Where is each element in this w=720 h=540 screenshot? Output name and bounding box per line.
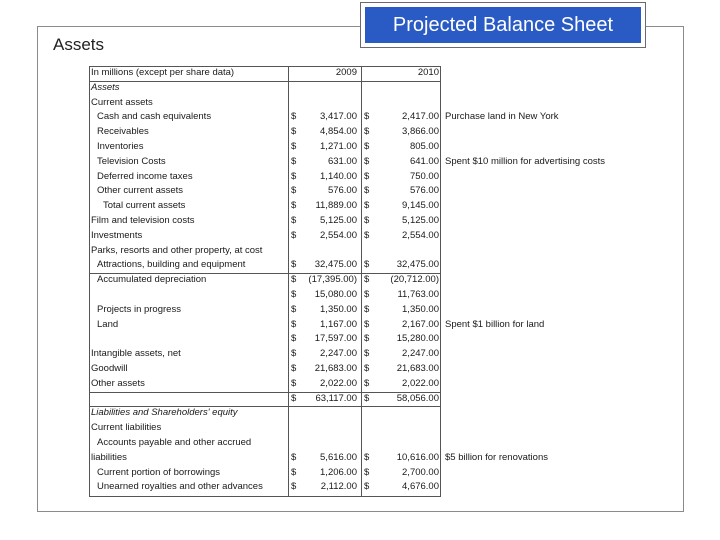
currency-2009: $ <box>291 126 297 138</box>
value-2010: 576.00 <box>409 185 439 197</box>
row-label: Receivables <box>97 126 149 138</box>
header-year-2009: 2009 <box>335 67 357 78</box>
value-2009 <box>299 406 357 421</box>
row-label: Television Costs <box>97 155 166 167</box>
value-2010 <box>372 81 439 96</box>
currency-2009: $ <box>291 185 297 197</box>
value-2009: 32,475.00 <box>314 259 357 271</box>
value-2009: 3,417.00 <box>320 111 357 123</box>
value-2009: 2,554.00 <box>320 229 357 241</box>
currency-2009: $ <box>291 451 297 463</box>
row-label: Assets <box>91 81 120 93</box>
value-2009 <box>299 81 357 96</box>
currency-2009: $ <box>291 481 297 493</box>
row-label: Current portion of borrowings <box>97 466 221 478</box>
currency-2009: $ <box>291 333 297 345</box>
currency-2010: $ <box>364 348 370 360</box>
row-label: Attractions, building and equipment <box>97 259 246 271</box>
value-2009: 2,112.00 <box>320 481 357 493</box>
value-2010: 15,280.00 <box>396 333 439 345</box>
currency-2009: $ <box>291 111 297 123</box>
currency-2009: $ <box>291 348 297 360</box>
row-label: Film and television costs <box>91 215 195 226</box>
row-label: Accumulated depreciation <box>97 274 207 286</box>
currency-2009: $ <box>291 289 297 300</box>
value-2010: 750.00 <box>409 170 439 182</box>
value-2010: 32,475.00 <box>396 259 439 271</box>
currency-2010: $ <box>364 363 370 374</box>
value-2010 <box>372 406 439 421</box>
currency-2010: $ <box>364 200 370 212</box>
currency-2010: $ <box>364 392 370 404</box>
value-2010: 2,247.00 <box>402 348 439 360</box>
currency-2010: $ <box>364 111 370 123</box>
currency-2009: $ <box>291 377 297 389</box>
value-2010: 10,616.00 <box>396 451 439 463</box>
value-2009: (17,395.00) <box>308 274 357 286</box>
value-2010: 5,125.00 <box>402 215 439 226</box>
row-label: Projects in progress <box>97 303 181 315</box>
currency-2009: $ <box>291 141 297 152</box>
currency-2010: $ <box>364 451 370 463</box>
value-2010: 58,056.00 <box>396 392 439 404</box>
value-2010: 4,676.00 <box>402 481 439 493</box>
value-2009: 15,080.00 <box>314 289 357 300</box>
currency-2009: $ <box>291 200 297 212</box>
value-2010: 1,350.00 <box>402 303 439 315</box>
row-note: $5 billion for renovations <box>445 451 548 463</box>
row-label: Current liabilities <box>91 422 162 434</box>
currency-2010: $ <box>364 481 370 493</box>
currency-2010: $ <box>364 155 370 167</box>
value-2010: 11,763.00 <box>397 289 439 300</box>
slide-title: Projected Balance Sheet <box>365 7 641 43</box>
currency-2010: $ <box>364 466 370 478</box>
row-label: Inventories <box>97 141 144 152</box>
value-2009: 1,350.00 <box>320 303 357 315</box>
value-2009: 1,271.00 <box>320 141 357 152</box>
value-2010 <box>372 421 439 436</box>
currency-2009: $ <box>291 274 297 286</box>
value-2009: 4,854.00 <box>320 126 357 138</box>
value-2010: 2,022.00 <box>402 377 439 389</box>
title-box <box>360 2 646 48</box>
row-label: Current assets <box>91 96 153 108</box>
row-label: Other assets <box>91 377 145 389</box>
row-note: Spent $10 million for advertising costs <box>445 155 605 167</box>
currency-2010: $ <box>364 229 370 241</box>
column-divider <box>361 66 362 497</box>
value-2009 <box>299 96 357 111</box>
row-label: Unearned royalties and other advances <box>97 481 263 493</box>
value-2009: 5,125.00 <box>320 215 357 226</box>
row-label: Cash and cash equivalents <box>97 111 212 123</box>
value-2010: 3,866.00 <box>402 126 439 138</box>
value-2010 <box>372 244 439 259</box>
currency-2009: $ <box>291 229 297 241</box>
currency-2010: $ <box>364 141 370 152</box>
row-label: Accounts payable and other accrued <box>97 437 252 448</box>
currency-2010: $ <box>364 318 370 330</box>
currency-2009: $ <box>291 259 297 271</box>
currency-2010: $ <box>364 289 370 300</box>
currency-2010: $ <box>364 215 370 226</box>
currency-2010: $ <box>364 377 370 389</box>
column-divider <box>288 66 289 497</box>
value-2010: 21,683.00 <box>396 363 439 374</box>
row-note: Spent $1 billion for land <box>445 318 545 330</box>
row-label: Parks, resorts and other property, at cost <box>91 244 263 256</box>
row-label: Total current assets <box>103 200 186 212</box>
currency-2009: $ <box>291 318 297 330</box>
liabilities-divider <box>89 406 441 407</box>
value-2010: 641.00 <box>409 155 439 167</box>
currency-2010: $ <box>364 126 370 138</box>
currency-2010: $ <box>364 333 370 345</box>
value-2010: 2,167.00 <box>402 318 439 330</box>
value-2009: 631.00 <box>327 155 357 167</box>
currency-2009: $ <box>291 392 297 404</box>
header-year-2010: 2010 <box>417 67 439 78</box>
currency-2009: $ <box>291 215 297 226</box>
currency-2010: $ <box>364 274 370 286</box>
total-divider <box>89 392 441 393</box>
row-label: Other current assets <box>97 185 184 197</box>
value-2010: (20,712.00) <box>390 274 439 286</box>
currency-2010: $ <box>364 259 370 271</box>
currency-2010: $ <box>364 170 370 182</box>
value-2009: 2,247.00 <box>320 348 357 360</box>
value-2009: 11,889.00 <box>315 200 357 212</box>
row-label: Land <box>97 318 119 330</box>
row-label: liabilities <box>91 451 127 463</box>
header-label: In millions (except per share data) <box>91 67 235 78</box>
value-2009: 576.00 <box>327 185 357 197</box>
section-divider <box>89 273 441 274</box>
value-2009: 2,022.00 <box>320 377 357 389</box>
slide-subtitle: Assets <box>53 35 105 54</box>
value-2010: 2,417.00 <box>402 111 439 123</box>
currency-2009: $ <box>291 155 297 167</box>
value-2009: 17,597.00 <box>314 333 357 345</box>
value-2010: 2,700.00 <box>402 466 439 478</box>
value-2009: 1,167.00 <box>320 318 357 330</box>
value-2009 <box>299 436 357 451</box>
currency-2010: $ <box>364 185 370 197</box>
value-2010: 805.00 <box>409 141 439 152</box>
row-label: Intangible assets, net <box>91 348 181 360</box>
currency-2009: $ <box>291 170 297 182</box>
value-2009: 21,683.00 <box>314 363 357 374</box>
currency-2009: $ <box>291 363 297 374</box>
value-2009: 1,140.00 <box>320 170 357 182</box>
row-label: Liabilities and Shareholders' equity <box>91 407 238 419</box>
value-2010 <box>372 96 439 111</box>
value-2009: 63,117.00 <box>315 392 357 404</box>
value-2010 <box>372 436 439 451</box>
value-2009 <box>299 244 357 259</box>
header-divider <box>89 81 441 82</box>
currency-2009: $ <box>291 466 297 478</box>
value-2009: 5,616.00 <box>320 451 357 463</box>
currency-2009: $ <box>291 303 297 315</box>
row-note: Purchase land in New York <box>445 111 559 123</box>
row-label: Investments <box>91 229 143 241</box>
currency-2010: $ <box>364 303 370 315</box>
value-2009: 1,206.00 <box>320 466 357 478</box>
row-label: Deferred income taxes <box>97 170 193 182</box>
value-2010: 2,554.00 <box>402 229 439 241</box>
value-2010: 9,145.00 <box>402 200 439 212</box>
row-label: Goodwill <box>91 363 128 374</box>
value-2009 <box>299 421 357 436</box>
